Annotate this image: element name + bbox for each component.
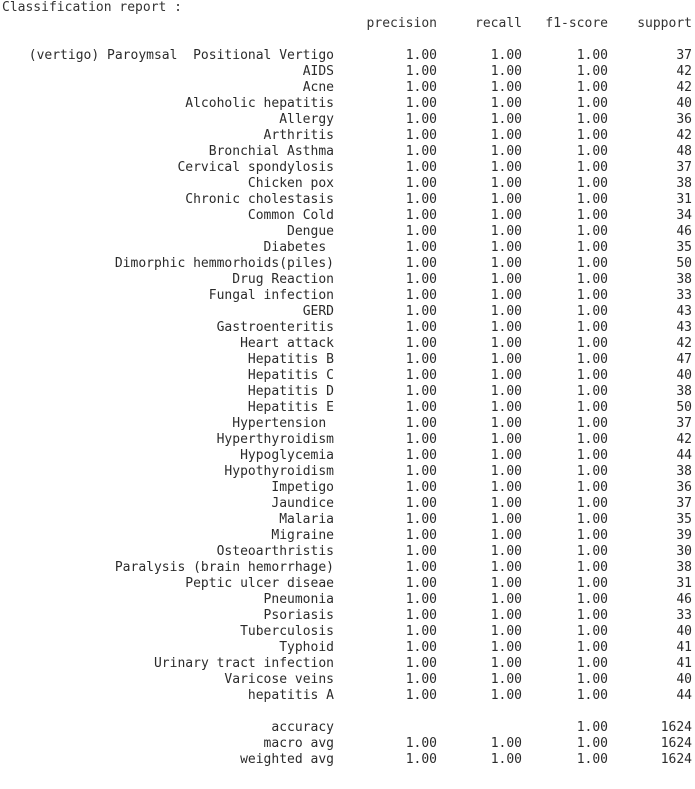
precision-value: 1.00 <box>405 672 437 687</box>
row-label: Bronchial Asthma <box>208 144 334 159</box>
recall-value: 1.00 <box>490 432 522 447</box>
precision-value: 1.00 <box>405 608 437 623</box>
f1-score-value: 1.00 <box>576 96 608 111</box>
column-header-f1-score: f1-score <box>545 16 608 31</box>
recall-value: 1.00 <box>490 96 522 111</box>
precision-value: 1.00 <box>405 736 437 751</box>
recall-value: 1.00 <box>490 496 522 511</box>
support-value: 33 <box>676 288 692 303</box>
report-title: Classification report : <box>2 0 183 15</box>
support-value: 43 <box>676 320 692 335</box>
row-label: Hepatitis C <box>247 368 334 383</box>
recall-value: 1.00 <box>490 464 522 479</box>
summary-row <box>0 736 695 752</box>
row-label: Hyperthyroidism <box>216 432 334 447</box>
support-value: 39 <box>676 528 692 543</box>
f1-score-value: 1.00 <box>576 512 608 527</box>
f1-score-value: 1.00 <box>576 304 608 319</box>
table-row <box>0 176 695 192</box>
support-value: 42 <box>676 128 692 143</box>
column-header-recall: recall <box>475 16 522 31</box>
precision-value: 1.00 <box>405 400 437 415</box>
summary-row <box>0 752 695 768</box>
f1-score-value: 1.00 <box>576 208 608 223</box>
recall-value: 1.00 <box>490 640 522 655</box>
recall-value: 1.00 <box>490 592 522 607</box>
support-value: 38 <box>676 272 692 287</box>
row-label: Allergy <box>279 112 334 127</box>
table-row <box>0 208 695 224</box>
table-row <box>0 656 695 672</box>
precision-value: 1.00 <box>405 656 437 671</box>
column-header-precision: precision <box>366 16 437 31</box>
f1-score-value: 1.00 <box>576 480 608 495</box>
support-value: 38 <box>676 464 692 479</box>
support-value: 38 <box>676 384 692 399</box>
row-label: Common Cold <box>247 208 334 223</box>
row-label: Dimorphic hemmorhoids(piles) <box>114 256 334 271</box>
precision-value: 1.00 <box>405 528 437 543</box>
recall-value: 1.00 <box>490 384 522 399</box>
support-value: 1624 <box>660 752 692 767</box>
recall-value: 1.00 <box>490 128 522 143</box>
recall-value: 1.00 <box>490 736 522 751</box>
recall-value: 1.00 <box>490 240 522 255</box>
precision-value: 1.00 <box>405 464 437 479</box>
row-label: Paralysis (brain hemorrhage) <box>114 560 334 575</box>
f1-score-value: 1.00 <box>576 544 608 559</box>
table-row <box>0 448 695 464</box>
f1-score-value: 1.00 <box>576 336 608 351</box>
precision-value: 1.00 <box>405 480 437 495</box>
recall-value: 1.00 <box>490 608 522 623</box>
f1-score-value: 1.00 <box>576 736 608 751</box>
f1-score-value: 1.00 <box>576 256 608 271</box>
table-row <box>0 576 695 592</box>
precision-value: 1.00 <box>405 336 437 351</box>
support-value: 50 <box>676 400 692 415</box>
table-row <box>0 304 695 320</box>
recall-value: 1.00 <box>490 544 522 559</box>
precision-value: 1.00 <box>405 640 437 655</box>
recall-value: 1.00 <box>490 192 522 207</box>
table-row <box>0 464 695 480</box>
recall-value: 1.00 <box>490 656 522 671</box>
support-value: 36 <box>676 112 692 127</box>
summary-row <box>0 720 695 736</box>
precision-value: 1.00 <box>405 240 437 255</box>
f1-score-value: 1.00 <box>576 624 608 639</box>
table-row <box>0 224 695 240</box>
row-label: Jaundice <box>271 496 334 511</box>
row-label: (vertigo) Paroymsal Positional Vertigo <box>28 48 334 63</box>
f1-score-value: 1.00 <box>576 688 608 703</box>
table-row <box>0 288 695 304</box>
row-label: Malaria <box>279 512 334 527</box>
f1-score-value: 1.00 <box>576 592 608 607</box>
support-value: 42 <box>676 64 692 79</box>
f1-score-value: 1.00 <box>576 608 608 623</box>
recall-value: 1.00 <box>490 144 522 159</box>
precision-value: 1.00 <box>405 144 437 159</box>
row-label: Hypertension <box>232 416 334 431</box>
f1-score-value: 1.00 <box>576 560 608 575</box>
f1-score-value: 1.00 <box>576 496 608 511</box>
row-label: AIDS <box>302 64 334 79</box>
f1-score-value: 1.00 <box>576 240 608 255</box>
f1-score-value: 1.00 <box>576 384 608 399</box>
row-label: Pneumonia <box>263 592 334 607</box>
support-value: 31 <box>676 192 692 207</box>
support-value: 42 <box>676 336 692 351</box>
support-value: 37 <box>676 416 692 431</box>
row-label: Hepatitis D <box>247 384 334 399</box>
recall-value: 1.00 <box>490 320 522 335</box>
f1-score-value: 1.00 <box>576 656 608 671</box>
table-row <box>0 512 695 528</box>
precision-value: 1.00 <box>405 96 437 111</box>
table-row <box>0 368 695 384</box>
f1-score-value: 1.00 <box>576 288 608 303</box>
support-value: 43 <box>676 304 692 319</box>
row-label: Migraine <box>271 528 334 543</box>
f1-score-value: 1.00 <box>576 448 608 463</box>
recall-value: 1.00 <box>490 480 522 495</box>
f1-score-value: 1.00 <box>576 528 608 543</box>
f1-score-value: 1.00 <box>576 112 608 127</box>
row-label: Arthritis <box>263 128 334 143</box>
table-row <box>0 400 695 416</box>
row-label: Psoriasis <box>263 608 334 623</box>
support-value: 1624 <box>660 720 692 735</box>
precision-value: 1.00 <box>405 368 437 383</box>
precision-value: 1.00 <box>405 304 437 319</box>
row-label: Impetigo <box>271 480 334 495</box>
precision-value: 1.00 <box>405 624 437 639</box>
f1-score-value: 1.00 <box>576 64 608 79</box>
support-value: 46 <box>676 224 692 239</box>
support-value: 41 <box>676 640 692 655</box>
f1-score-value: 1.00 <box>576 672 608 687</box>
recall-value: 1.00 <box>490 288 522 303</box>
row-label: Hepatitis B <box>247 352 334 367</box>
recall-value: 1.00 <box>490 160 522 175</box>
support-value: 40 <box>676 368 692 383</box>
support-value: 36 <box>676 480 692 495</box>
precision-value: 1.00 <box>405 224 437 239</box>
support-value: 33 <box>676 608 692 623</box>
f1-score-value: 1.00 <box>576 80 608 95</box>
recall-value: 1.00 <box>490 80 522 95</box>
row-label: Hepatitis E <box>247 400 334 415</box>
precision-value: 1.00 <box>405 512 437 527</box>
row-label: Chicken pox <box>247 176 334 191</box>
precision-value: 1.00 <box>405 688 437 703</box>
table-row <box>0 352 695 368</box>
f1-score-value: 1.00 <box>576 160 608 175</box>
table-row <box>0 640 695 656</box>
support-value: 1624 <box>660 736 692 751</box>
table-row <box>0 432 695 448</box>
row-label: hepatitis A <box>247 688 334 703</box>
table-row <box>0 256 695 272</box>
precision-value: 1.00 <box>405 448 437 463</box>
support-value: 44 <box>676 688 692 703</box>
precision-value: 1.00 <box>405 544 437 559</box>
table-row <box>0 112 695 128</box>
table-row <box>0 160 695 176</box>
table-row <box>0 144 695 160</box>
row-label: Tuberculosis <box>240 624 334 639</box>
row-label: accuracy <box>271 720 334 735</box>
f1-score-value: 1.00 <box>576 224 608 239</box>
recall-value: 1.00 <box>490 304 522 319</box>
table-row <box>0 240 695 256</box>
recall-value: 1.00 <box>490 400 522 415</box>
support-value: 46 <box>676 592 692 607</box>
precision-value: 1.00 <box>405 560 437 575</box>
header-row <box>0 16 695 32</box>
recall-value: 1.00 <box>490 48 522 63</box>
recall-value: 1.00 <box>490 448 522 463</box>
recall-value: 1.00 <box>490 672 522 687</box>
f1-score-value: 1.00 <box>576 192 608 207</box>
row-label: Dengue <box>287 224 334 239</box>
recall-value: 1.00 <box>490 336 522 351</box>
f1-score-value: 1.00 <box>576 144 608 159</box>
precision-value: 1.00 <box>405 256 437 271</box>
recall-value: 1.00 <box>490 512 522 527</box>
support-value: 30 <box>676 544 692 559</box>
table-row <box>0 672 695 688</box>
table-row <box>0 544 695 560</box>
support-value: 40 <box>676 624 692 639</box>
precision-value: 1.00 <box>405 384 437 399</box>
recall-value: 1.00 <box>490 368 522 383</box>
table-row <box>0 496 695 512</box>
f1-score-value: 1.00 <box>576 320 608 335</box>
table-row <box>0 96 695 112</box>
precision-value: 1.00 <box>405 576 437 591</box>
support-value: 37 <box>676 496 692 511</box>
precision-value: 1.00 <box>405 176 437 191</box>
f1-score-value: 1.00 <box>576 432 608 447</box>
support-value: 37 <box>676 160 692 175</box>
table-row <box>0 480 695 496</box>
support-value: 40 <box>676 672 692 687</box>
recall-value: 1.00 <box>490 528 522 543</box>
row-label: weighted avg <box>240 752 334 767</box>
f1-score-value: 1.00 <box>576 720 608 735</box>
recall-value: 1.00 <box>490 64 522 79</box>
support-value: 38 <box>676 560 692 575</box>
row-label: Hypoglycemia <box>240 448 334 463</box>
recall-value: 1.00 <box>490 688 522 703</box>
row-label: Acne <box>302 80 334 95</box>
table-row <box>0 624 695 640</box>
table-row <box>0 48 695 64</box>
recall-value: 1.00 <box>490 224 522 239</box>
f1-score-value: 1.00 <box>576 176 608 191</box>
precision-value: 1.00 <box>405 64 437 79</box>
table-row <box>0 688 695 704</box>
support-value: 42 <box>676 432 692 447</box>
row-label: macro avg <box>263 736 334 751</box>
row-label: Osteoarthristis <box>216 544 334 559</box>
support-value: 42 <box>676 80 692 95</box>
row-label: Heart attack <box>240 336 334 351</box>
f1-score-value: 1.00 <box>576 368 608 383</box>
recall-value: 1.00 <box>490 576 522 591</box>
precision-value: 1.00 <box>405 352 437 367</box>
precision-value: 1.00 <box>405 320 437 335</box>
precision-value: 1.00 <box>405 80 437 95</box>
recall-value: 1.00 <box>490 416 522 431</box>
f1-score-value: 1.00 <box>576 48 608 63</box>
precision-value: 1.00 <box>405 208 437 223</box>
row-label: Varicose veins <box>224 672 334 687</box>
row-label: Peptic ulcer diseae <box>185 576 334 591</box>
support-value: 35 <box>676 240 692 255</box>
table-row <box>0 272 695 288</box>
recall-value: 1.00 <box>490 752 522 767</box>
precision-value: 1.00 <box>405 192 437 207</box>
f1-score-value: 1.00 <box>576 752 608 767</box>
row-label: Typhoid <box>279 640 334 655</box>
recall-value: 1.00 <box>490 560 522 575</box>
recall-value: 1.00 <box>490 208 522 223</box>
support-value: 44 <box>676 448 692 463</box>
support-value: 50 <box>676 256 692 271</box>
column-header-support: support <box>637 16 692 31</box>
precision-value: 1.00 <box>405 416 437 431</box>
support-value: 47 <box>676 352 692 367</box>
support-value: 35 <box>676 512 692 527</box>
support-value: 41 <box>676 656 692 671</box>
recall-value: 1.00 <box>490 176 522 191</box>
f1-score-value: 1.00 <box>576 576 608 591</box>
precision-value: 1.00 <box>405 160 437 175</box>
recall-value: 1.00 <box>490 272 522 287</box>
table-row <box>0 416 695 432</box>
f1-score-value: 1.00 <box>576 464 608 479</box>
table-row <box>0 80 695 96</box>
f1-score-value: 1.00 <box>576 400 608 415</box>
row-label: Cervical spondylosis <box>177 160 334 175</box>
table-row <box>0 560 695 576</box>
table-row <box>0 320 695 336</box>
table-row <box>0 128 695 144</box>
table-row <box>0 592 695 608</box>
recall-value: 1.00 <box>490 352 522 367</box>
precision-value: 1.00 <box>405 128 437 143</box>
row-label: Gastroenteritis <box>216 320 334 335</box>
row-label: Diabetes <box>263 240 334 255</box>
f1-score-value: 1.00 <box>576 640 608 655</box>
table-row <box>0 608 695 624</box>
support-value: 38 <box>676 176 692 191</box>
precision-value: 1.00 <box>405 432 437 447</box>
recall-value: 1.00 <box>490 256 522 271</box>
precision-value: 1.00 <box>405 112 437 127</box>
precision-value: 1.00 <box>405 496 437 511</box>
row-label: Fungal infection <box>208 288 334 303</box>
precision-value: 1.00 <box>405 592 437 607</box>
row-label: Hypothyroidism <box>224 464 334 479</box>
precision-value: 1.00 <box>405 272 437 287</box>
table-row <box>0 336 695 352</box>
precision-value: 1.00 <box>405 288 437 303</box>
table-row <box>0 528 695 544</box>
row-label: Alcoholic hepatitis <box>185 96 334 111</box>
row-label: Drug Reaction <box>232 272 334 287</box>
row-label: GERD <box>302 304 334 319</box>
support-value: 31 <box>676 576 692 591</box>
f1-score-value: 1.00 <box>576 352 608 367</box>
row-label: Chronic cholestasis <box>185 192 334 207</box>
support-value: 40 <box>676 96 692 111</box>
support-value: 34 <box>676 208 692 223</box>
support-value: 37 <box>676 48 692 63</box>
row-label: Urinary tract infection <box>153 656 334 671</box>
f1-score-value: 1.00 <box>576 128 608 143</box>
recall-value: 1.00 <box>490 624 522 639</box>
f1-score-value: 1.00 <box>576 272 608 287</box>
precision-value: 1.00 <box>405 48 437 63</box>
table-row <box>0 384 695 400</box>
support-value: 48 <box>676 144 692 159</box>
table-row <box>0 192 695 208</box>
precision-value: 1.00 <box>405 752 437 767</box>
recall-value: 1.00 <box>490 112 522 127</box>
table-row <box>0 64 695 80</box>
f1-score-value: 1.00 <box>576 416 608 431</box>
